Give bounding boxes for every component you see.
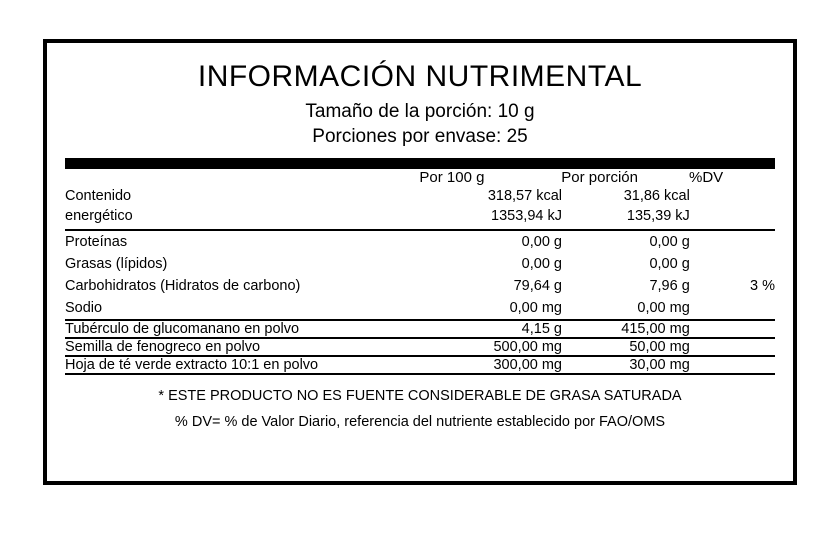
nutrient-per-100g: 0,00 g — [521, 255, 562, 272]
nutrient-name: Carbohidratos (Hidratos de carbono) — [65, 277, 301, 294]
nutrients-table — [65, 231, 775, 320]
nutrient-name: Proteínas — [65, 233, 128, 250]
table-row — [65, 321, 775, 337]
nutrient-name: Sodio — [65, 300, 103, 317]
nutrient-dv — [690, 253, 775, 275]
table-row-energy-1 — [65, 186, 775, 208]
table-header-row — [65, 169, 775, 186]
energy-table — [65, 186, 775, 224]
nutrient-dv: 3 % — [750, 277, 775, 294]
nutrient-per-100g: 79,64 g — [513, 277, 562, 294]
energy-dv — [690, 186, 775, 208]
header-dv: %DV — [688, 168, 724, 186]
nutrient-per-serving: 0,00 mg — [637, 300, 690, 317]
page-title: INFORMACIÓN NUTRIMENTAL — [197, 60, 643, 93]
ingredient-dv — [690, 321, 775, 337]
nutrition-table — [65, 169, 775, 186]
nutrient-per-100g: 0,00 g — [521, 233, 562, 250]
energy-per-serving-line2: 135,39 kJ — [626, 207, 690, 224]
ingredient-per-serving: 30,00 mg — [629, 357, 690, 374]
nutrient-dv — [690, 231, 775, 253]
header-per-serving: Por porción — [561, 168, 638, 186]
nutrition-facts-content — [47, 43, 793, 481]
header-nutrient — [65, 169, 419, 186]
table-row — [65, 339, 775, 355]
energy-per-100g-line1: 318,57 kcal — [487, 187, 562, 204]
energy-per-100g-line2: 1353,94 kJ — [491, 207, 562, 224]
energy-label-line2: energético — [65, 207, 133, 224]
table-row — [65, 231, 775, 253]
ingredient-per-100g: 500,00 mg — [493, 339, 562, 356]
footnote-daily-value: % DV= % de Valor Diario, referencia del nutriente establecido por FAO/OMS — [174, 413, 666, 430]
table-row — [65, 275, 775, 297]
ingredient-name: Hoja de té verde extracto 10:1 en polvo — [65, 357, 319, 374]
header-per-100g: Por 100 g — [419, 168, 485, 186]
ingredient-per-serving: 50,00 mg — [629, 339, 690, 356]
table-row — [65, 357, 775, 373]
energy-label-line1: Contenido — [65, 187, 132, 204]
table-row-energy-2 — [65, 208, 775, 224]
table-row — [65, 297, 775, 319]
nutrient-per-serving: 0,00 g — [649, 255, 690, 272]
ingredient-table-2 — [65, 339, 775, 355]
ingredient-name: Tubérculo de glucomanano en polvo — [65, 321, 300, 338]
nutrient-per-100g: 0,00 mg — [509, 300, 562, 317]
ingredient-table-1 — [65, 321, 775, 337]
ingredient-per-100g: 4,15 g — [521, 321, 562, 338]
nutrient-per-serving: 0,00 g — [649, 233, 690, 250]
ingredient-table-3 — [65, 357, 775, 373]
nutrient-name: Grasas (lípidos) — [65, 255, 168, 272]
energy-per-serving-line1: 31,86 kcal — [623, 187, 690, 204]
nutrition-facts-panel — [43, 39, 797, 485]
footnotes — [65, 375, 775, 435]
table-row — [65, 253, 775, 275]
footnote-saturated-fat: * ESTE PRODUCTO NO ES FUENTE CONSIDERABLE DE GRASA SATURADA — [158, 388, 682, 405]
servings-per-container: Porciones por envase: 25 — [312, 126, 528, 148]
nutrient-per-serving: 7,96 g — [649, 277, 690, 294]
divider-thick — [65, 158, 775, 169]
nutrient-dv — [690, 297, 775, 319]
ingredient-dv — [690, 339, 775, 355]
ingredient-name: Semilla de fenogreco en polvo — [65, 339, 261, 356]
ingredient-per-100g: 300,00 mg — [493, 357, 562, 374]
ingredient-dv — [690, 357, 775, 373]
serving-size: Tamaño de la porción: 10 g — [305, 100, 535, 122]
ingredient-per-serving: 415,00 mg — [621, 321, 690, 338]
